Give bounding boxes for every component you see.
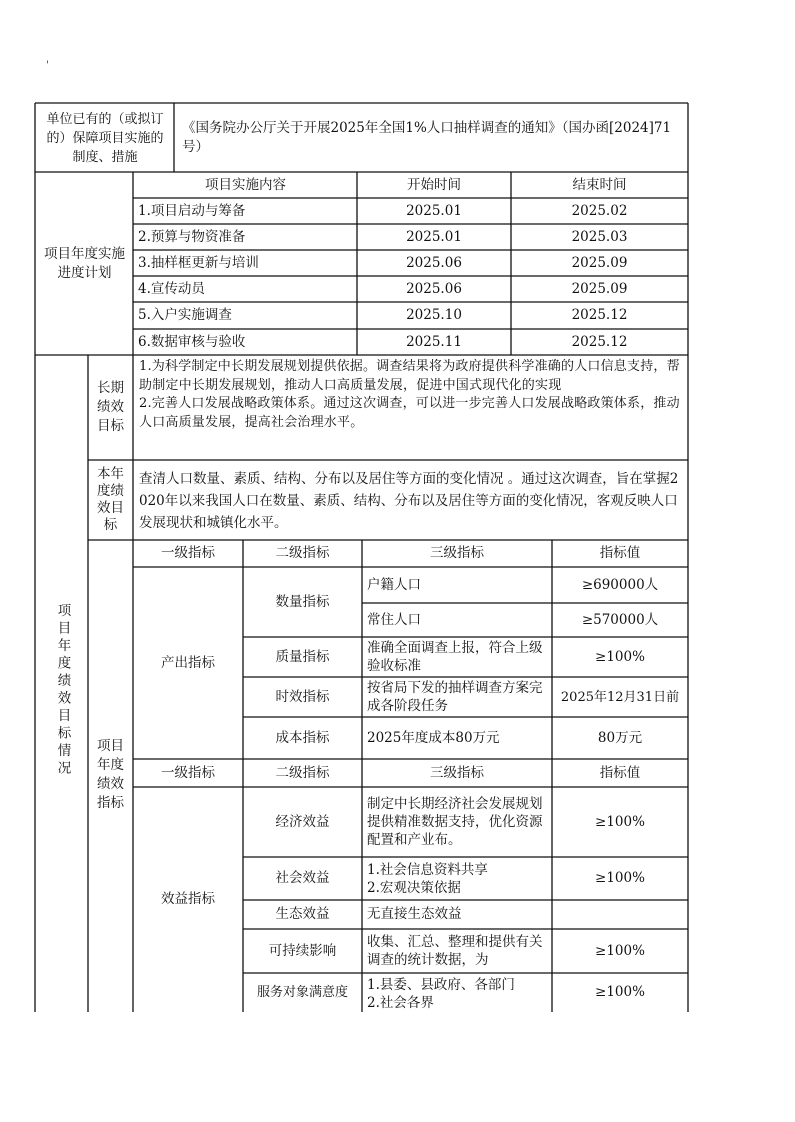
indicator-header-level3: 三级指标 — [430, 545, 484, 561]
indicator-header-level2-repeat: 二级指标 — [275, 764, 330, 781]
schedule-row-4-end: 2025.09 — [571, 280, 628, 297]
indicator-header-level1-repeat: 一级指标 — [161, 764, 215, 781]
satisfaction-line-2: 2.社会各界 — [367, 995, 434, 1011]
schedule-row-6-start: 2025.11 — [406, 333, 462, 350]
sustainable-impact-level3: 收集、汇总、整理和提供有关调查的统计数据，为 — [367, 934, 543, 968]
cost-value: 80万元 — [597, 729, 643, 746]
schedule-row-1-end: 2025.02 — [571, 202, 628, 219]
quality-value: ≥100% — [595, 648, 645, 665]
schedule-row-6-end: 2025.12 — [571, 333, 628, 350]
sustainable-impact: 可持续影响 — [268, 942, 337, 959]
cost-indicator: 成本指标 — [275, 729, 330, 746]
cost-level3: 2025年度成本80万元 — [367, 729, 500, 746]
indicator-header-level3-repeat: 三级指标 — [430, 764, 484, 781]
schedule-row-1-item: 1.项目启动与筹备 — [138, 202, 246, 219]
output-level1: 产出指标 — [161, 654, 215, 671]
measures-content: 《国务院办公厅关于开展2025年全国1%人口抽样调查的通知》（国办函[2024]71号） — [182, 120, 672, 155]
satisfaction-indicator: 服务对象满意度 — [256, 985, 348, 1000]
social-benefit: 社会效益 — [275, 870, 330, 886]
schedule-row-5-start: 2025.10 — [406, 307, 462, 323]
economic-benefit-value: ≥100% — [595, 813, 645, 830]
schedule-row-2-item: 2.预算与物资准备 — [138, 228, 246, 245]
ecological-benefit: 生态效益 — [275, 906, 330, 922]
economic-benefit: 经济效益 — [275, 813, 330, 830]
long-term-goal-text: 1.为科学制定中长期发展规划提供依据。调查结果将为政府提供科学准确的人口信息支持，帮助制定中长期发展规划，推动人口高质量发展，促进中国式现代化的实现 2.完善人口发展战略政策体系。通过这次调查，可以进一步完善人口发展战略政策体系，推动人口高质量发展，提高社会治理水平。 — [139, 359, 680, 430]
indicator-header-level1: 一级指标 — [161, 545, 215, 561]
annual-goal-label: 本年度绩效目标 — [97, 466, 124, 533]
schedule-row-4-item: 4.宣传动员 — [138, 280, 205, 297]
timeliness-indicator: 时效指标 — [275, 688, 330, 705]
schedule-header-end: 结束时间 — [572, 176, 627, 193]
social-benefit-line-1: 1.社会信息资料共享 — [367, 862, 488, 878]
satisfaction-value: ≥100% — [595, 984, 645, 1000]
schedule-row-3-end: 2025.09 — [571, 254, 628, 271]
satisfaction-level3 — [362, 974, 552, 1012]
social-benefit-line-2: 2.宏观决策依据 — [367, 880, 461, 896]
benefit-level1: 效益指标 — [161, 891, 215, 907]
schedule-header-start: 开始时间 — [407, 176, 461, 193]
indicators-label: 项目年度绩效指标 — [97, 738, 124, 811]
economic-benefit-level3: 制定中长期经济社会发展规划提供精准数据支持，优化资源配置和产业布。 — [367, 796, 543, 848]
schedule-row-5-item: 5.入户实施调查 — [138, 307, 232, 323]
schedule-row-1-start: 2025.01 — [406, 202, 462, 219]
long-term-goal-label: 长期绩效目标 — [97, 380, 124, 434]
ecological-benefit-level3: 无直接生态效益 — [367, 906, 462, 922]
quality-level3: 准确全面调查上报，符合上级验收标准 — [367, 640, 543, 674]
indicator-header-value-repeat: 指标值 — [599, 764, 641, 781]
schedule-header-item: 项目实施内容 — [205, 176, 286, 193]
sustainable-impact-value: ≥100% — [595, 942, 645, 959]
hukou-population-value: ≥690000人 — [581, 576, 659, 593]
hukou-population: 户籍人口 — [367, 576, 421, 593]
satisfaction-line-1: 1.县委、县政府、各部门 — [367, 977, 515, 993]
page-mark: ' — [46, 60, 49, 71]
quality-indicator: 质量指标 — [275, 648, 330, 665]
schedule-row-3-item: 3.抽样框更新与培训 — [138, 254, 259, 271]
annual-goal-text: 查清人口数量、素质、结构、分布以及居住等方面的变化情况 。通过这次调查，旨在掌握2020年以来我国人口在数量、素质、结构、分布以及居住等方面的变化情况，客观反映人口发展现状和城镇化水平。 — [139, 471, 679, 531]
schedule-row-3-start: 2025.06 — [406, 254, 462, 271]
measures-label: 单位已有的（或拟订的）保障项目实施的制度、措施 — [46, 111, 164, 165]
resident-population: 常住人口 — [367, 611, 421, 628]
social-benefit-value: ≥100% — [595, 870, 645, 886]
schedule-label: 项目年度实施进度计划 — [44, 245, 125, 281]
timeliness-value: 2025年12月31日前 — [560, 689, 680, 705]
schedule-row-6-item: 6.数据审核与验收 — [138, 333, 246, 350]
indicator-header-value: 指标值 — [599, 545, 641, 561]
social-benefit-level3 — [362, 859, 552, 900]
quantity-indicator: 数量指标 — [275, 593, 330, 610]
schedule-row-5-end: 2025.12 — [571, 307, 628, 323]
schedule-row-2-end: 2025.03 — [571, 228, 628, 245]
resident-population-value: ≥570000人 — [581, 611, 659, 628]
schedule-row-2-start: 2025.01 — [406, 228, 462, 245]
timeliness-level3: 按省局下发的抽样调查方案完成各阶段任务 — [367, 680, 543, 714]
indicator-header-level2: 二级指标 — [275, 545, 330, 561]
schedule-row-4-start: 2025.06 — [406, 280, 462, 297]
goals-section-label: 项目年度绩效目标情况 — [54, 602, 71, 778]
